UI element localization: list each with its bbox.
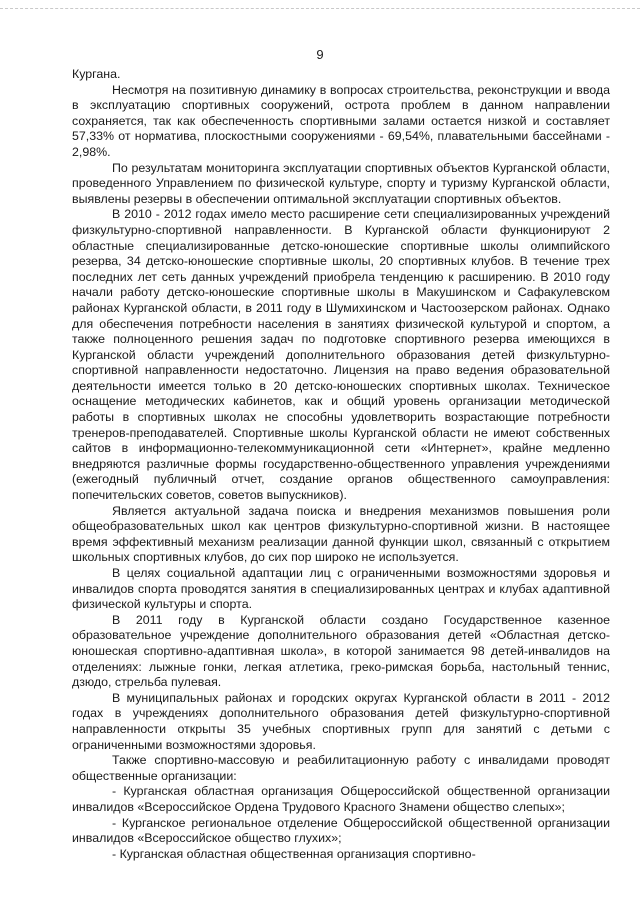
paragraph-7: В муниципальных районах и городских округах Курганской области в 2011 - 2012 годах в учреждениях дополнительного образования детей физкультурно-спортивной направленности открыты 35 учебных спортивных групп для занятий с детьми с ограниченными возможностями здоровья. (72, 690, 610, 752)
paragraph-1: Несмотря на позитивную динамику в вопросах строительства, реконструкции и ввода в эксплуатацию спортивных сооружений, острота проблем в данном направлении сохраняется, так как обеспеченность спортивными залами остается низкой и составляет 57,33% от норматива, плоскостными сооружениями - 69,54%, плавательными бассейнами - 2,98%. (72, 82, 610, 159)
list-item-org-sport: - Курганская областная общественная организация спортивно- (112, 846, 476, 861)
paragraph-8: Также спортивно-массовую и реабилитационную работу с инвалидами проводят общественные организации: (72, 753, 610, 783)
scan-edge-line (0, 8, 640, 9)
paragraph-5: В целях социальной адаптации лиц с ограниченными возможностями здоровья и инвалидов спорта проводятся занятия в специализированных центрах и клубах адаптивной физической культуры и спорта. (72, 566, 610, 612)
paragraph-2: По результатам мониторинга эксплуатации спортивных объектов Курганской области, проведенного Управлением по физической культуре, спорту и туризму Курганской области, выявлены резервы в обеспечении оптимальной эксплуатации спортивных объектов. (72, 160, 610, 206)
document-body (72, 67, 610, 862)
page-number: 9 (316, 47, 324, 62)
paragraph-3: В 2010 - 2012 годах имело место расширение сети специализированных учреждений физкультурно-спортивной направленности. В Курганской области функционируют 2 областные специализированные детско-юношеские спортивные школы олимпийского резерва, 34 детско-юношеские спортивные школы, 20 спортивных клубов. В течение трех последних лет сеть данных учреждений приобрела тенденцию к расширению. В 2010 году начали работу детско-юношеские спортивные школы в Макушинском и Сафакулевском районах Курганской области, в 2011 году в Шумихинском и Частоозерском районах. Однако для обеспечения потребности населения в занятиях физической культурой и спортом, а также полноценного решения задач по подготовке спортивного резерва имеющихся в Курганской области учреждений дополнительного образования детей физкультурно-спортивной направленности недостаточно. Лицензия на право ведения образовательной деятельности имеется только в 20 детско-юношеских спортивных школах. Техническое оснащение методических кабинетов, как и общий уровень организации методической работы в спортивных школах не способны удовлетворить возрастающие потребности тренеров-преподавателей. Спортивные школы Курганской области не имеют собственных сайтов в информационно-телекоммуникационной сети «Интернет», крайне медленно внедряются различные формы государственно-общественного управления учреждениями (ежегодный публичный отчет, создание органов общественного самоуправления: попечительских советов, советов выпускников). (72, 207, 610, 503)
paragraph-6: В 2011 году в Курганской области создано Государственное казенное образовательное учреждение дополнительного образования детей «Областная детско-юношеская спортивно-адаптивная школа», в которой занимается 98 детей-инвалидов на отделениях: лыжные гонки, легкая атлетика, греко-римская борьба, настольный теннис, дзюдо, стрельба пулевая. (72, 612, 610, 690)
list-item-org-blind: - Курганская областная организация Общероссийской общественной организации инвалидов «Всероссийское Ордена Трудового Красного Знамени общество слепых»; (72, 784, 610, 814)
list-item-org-deaf: - Курганское региональное отделение Общероссийской общественной организации инвалидов «Всероссийское общество глухих»; (72, 815, 610, 846)
paragraph-4: Является актуальной задача поиска и внедрения механизмов повышения роли общеобразовательных школ как центров физкультурно-спортивной жизни. В настоящее время эффективный механизм реализации данной функции школ, связанный с открытием школьных спортивных клубов, до сих пор широко не используется. (72, 503, 610, 565)
paragraph-0: Кургана. (72, 67, 121, 81)
